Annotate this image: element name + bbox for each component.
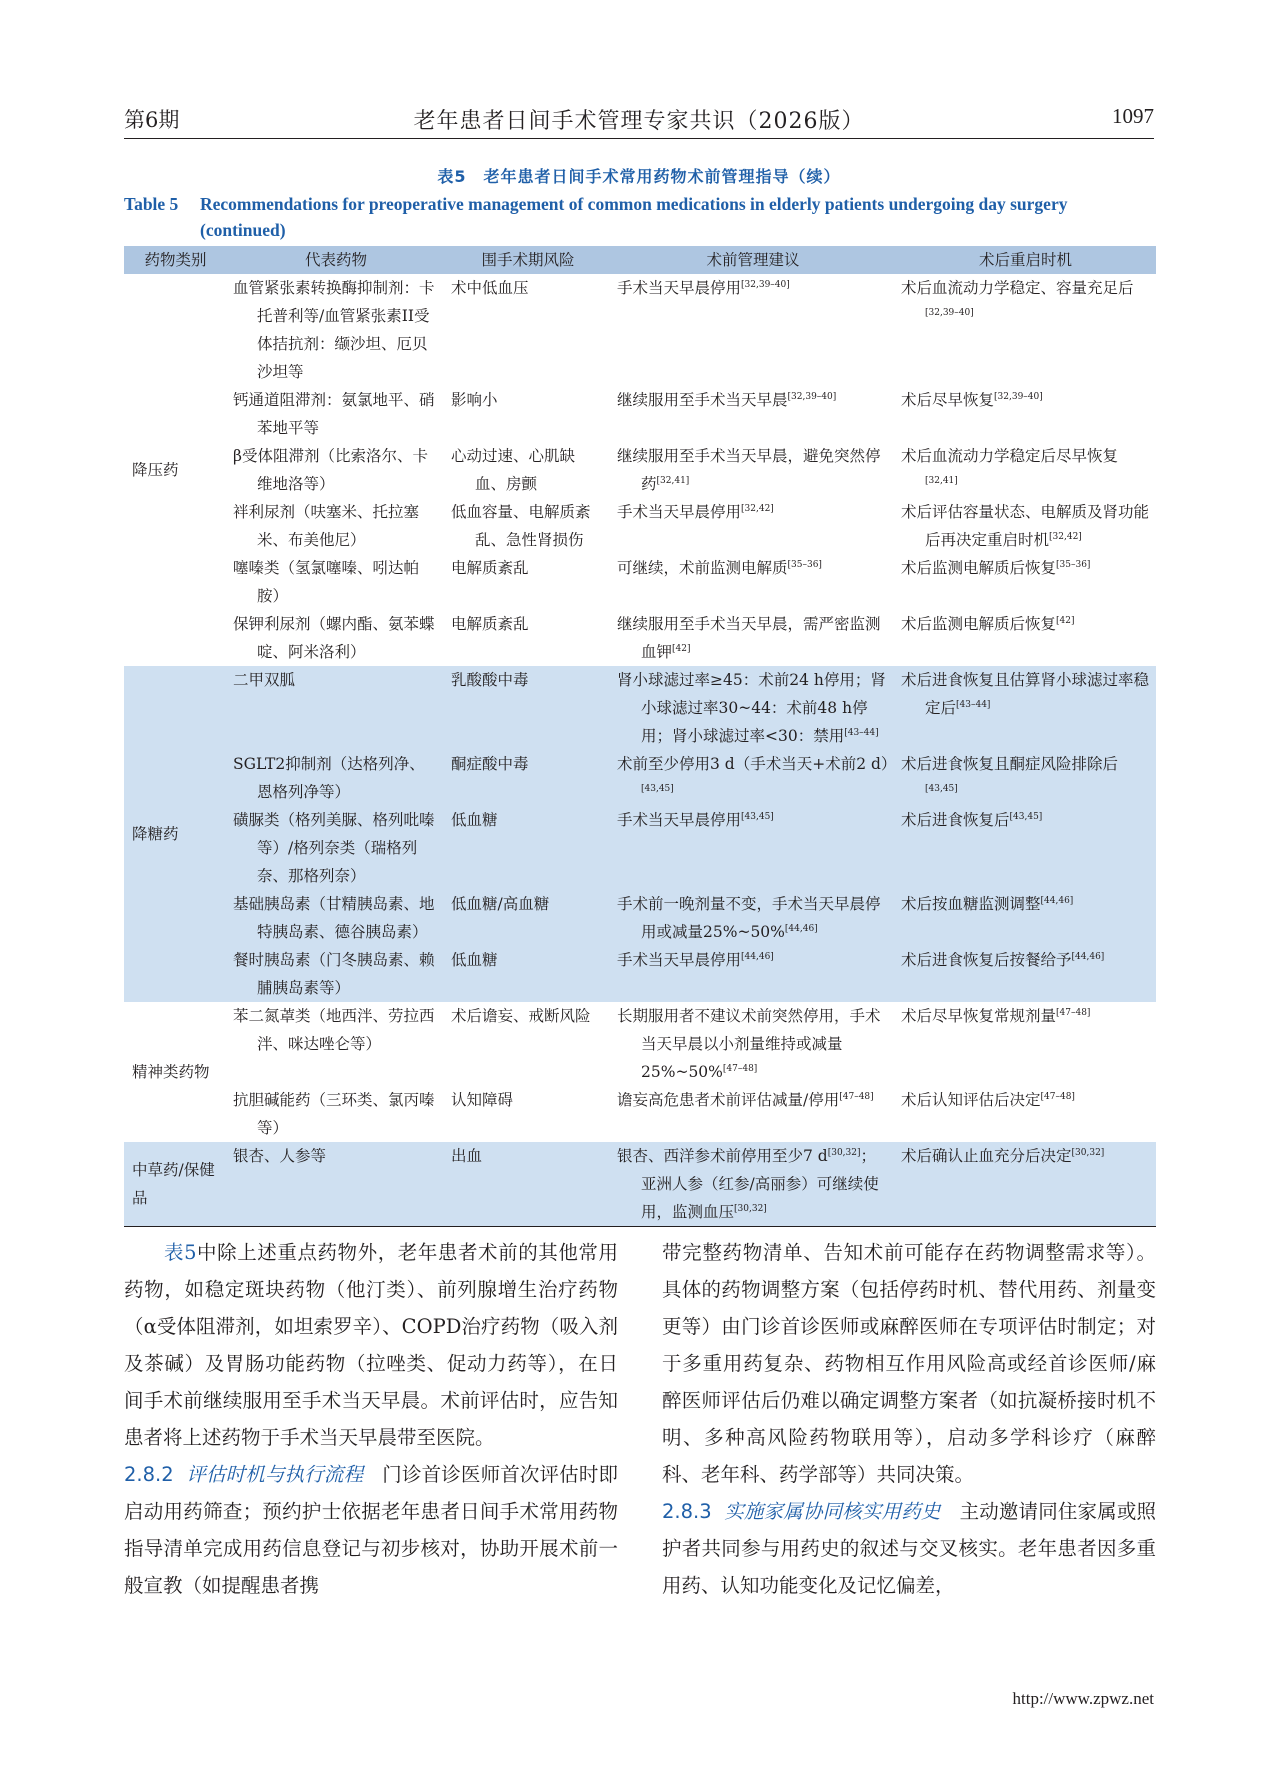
table-row <box>124 1142 1156 1227</box>
table-row <box>124 750 1156 806</box>
table-caption-en <box>124 191 1156 243</box>
drug-cell: 血管紧张素转换酶抑制剂：卡托普利等/血管紧张素II受体拮抗剂：缬沙坦、厄贝沙坦等 <box>233 279 435 381</box>
advice-text: 继续服用至手术当天早晨，需严密监测血钾 <box>617 615 881 661</box>
citation: [32,39–40] <box>787 391 837 402</box>
table-reference: 表5 <box>164 1241 197 1264</box>
footer-url: http://www.zpwz.net <box>1012 1689 1154 1708</box>
advice-text: 手术当天早晨停用 <box>617 503 742 521</box>
risk-cell: 酮症酸中毒 <box>445 750 611 806</box>
risk-cell: 低血糖/高血糖 <box>445 890 611 946</box>
citation: [42] <box>672 643 691 654</box>
advice-cell <box>611 610 895 666</box>
drug-cell: 磺脲类（格列美脲、格列吡嗪等）/格列奈类（瑞格列奈、那格列奈） <box>227 806 445 890</box>
advice-cell <box>611 386 895 442</box>
restart-cell <box>895 498 1156 554</box>
restart-cell <box>895 1086 1156 1142</box>
drug-cell: 二甲双胍 <box>227 666 445 750</box>
section-number: 2.8.3 <box>662 1500 712 1523</box>
restart-text: 术后进食恢复后 <box>901 811 1010 829</box>
restart-text: 术后监测电解质后恢复 <box>901 559 1057 577</box>
citation: [47–48] <box>1056 1007 1091 1018</box>
risk-cell: 心动过速、心肌缺血、房颤 <box>451 447 576 493</box>
advice-text: 谵妄高危患者术前评估减量/停用 <box>617 1091 840 1109</box>
table-caption-cn: 表5 老年患者日间手术常用药物术前管理指导（续） <box>437 167 841 186</box>
table-row <box>124 1086 1156 1142</box>
restart-cell <box>895 274 1156 386</box>
table-row <box>124 498 1156 554</box>
drug-cell: 抗胆碱能药（三环类、氯丙嗪等） <box>233 1091 435 1137</box>
header-restart: 术后重启时机 <box>895 246 1156 274</box>
table-row <box>124 890 1156 946</box>
citation: [32,41] <box>925 475 958 486</box>
header-advice: 术前管理建议 <box>611 246 895 274</box>
table-row <box>124 1002 1156 1086</box>
section-title: 实施家属协同核实用药史 <box>724 1500 941 1523</box>
citation: [32,41] <box>656 475 690 486</box>
drug-cell: 餐时胰岛素（门冬胰岛素、赖脯胰岛素等） <box>227 946 445 1002</box>
category-cell: 降压药 <box>132 461 179 479</box>
body-column-left <box>124 1234 618 1604</box>
risk-cell: 电解质紊乱 <box>451 615 529 633</box>
table-row <box>124 666 1156 750</box>
drug-cell: β受体阻滞剂（比索洛尔、卡维地洛等） <box>233 447 428 493</box>
risk-cell: 乳酸酸中毒 <box>445 666 611 750</box>
advice-text: 长期服用者不建议术前突然停用，手术当天早晨以小剂量维持或减量25%~50% <box>617 1007 881 1081</box>
restart-cell <box>895 946 1156 1002</box>
journal-running-title: 老年患者日间手术管理专家共识（2026版） <box>413 109 865 134</box>
restart-cell <box>895 666 1156 750</box>
citation: [47–48] <box>1040 1091 1075 1102</box>
restart-cell <box>895 750 1156 806</box>
drug-cell: 保钾利尿剂（螺内酯、氨苯蝶啶、阿米洛利） <box>233 615 435 661</box>
advice-cell <box>611 554 895 610</box>
risk-cell: 出血 <box>445 1142 611 1227</box>
table-row <box>124 946 1156 1002</box>
risk-cell: 电解质紊乱 <box>451 559 529 577</box>
section-2-8-3: 2.8.3 实施家属协同核实用药史 主动邀请同住家属或照护者共同参与用药史的叙述与交叉核实。老年患者因多重用药、认知功能变化及记忆偏差， <box>662 1500 1156 1597</box>
citation: [35–36] <box>1056 559 1091 570</box>
body-column-right <box>662 1234 1156 1604</box>
citation: [43,45] <box>1009 811 1043 822</box>
risk-cell: 术后谵妄、戒断风险 <box>451 1007 591 1025</box>
table-row <box>124 442 1156 498</box>
risk-cell: 影响小 <box>451 391 498 409</box>
restart-text: 术后尽早恢复 <box>901 391 995 409</box>
restart-cell <box>895 554 1156 610</box>
restart-text: 术后认知评估后决定 <box>901 1091 1041 1109</box>
restart-text: 术后进食恢复且酮症风险排除后 <box>901 755 1119 773</box>
drug-cell: 苯二氮䓬类（地西泮、劳拉西泮、咪达唑仑等） <box>233 1007 435 1053</box>
restart-text: 术后血流动力学稳定后尽早恢复 <box>901 447 1119 465</box>
advice-text: 银杏、西洋参术前停用至少7 d <box>617 1147 828 1165</box>
advice-cell <box>611 666 895 750</box>
risk-cell: 术中低血压 <box>451 279 529 297</box>
citation: [32,42] <box>741 503 774 514</box>
advice-cell <box>611 274 895 386</box>
citation: [44,46] <box>1040 895 1074 906</box>
citation: [43,45] <box>641 783 674 794</box>
citation: [43,45] <box>741 811 774 822</box>
advice-cell <box>611 946 895 1002</box>
restart-text: 术后血流动力学稳定、容量充足后 <box>901 279 1134 297</box>
header-risk: 围手术期风险 <box>445 246 611 274</box>
risk-cell: 认知障碍 <box>451 1091 514 1109</box>
restart-text: 术后按血糖监测调整 <box>901 895 1041 913</box>
header-category: 药物类别 <box>124 246 227 274</box>
citation: [42] <box>1056 615 1075 626</box>
running-header <box>124 104 1154 139</box>
drug-cell: 银杏、人参等 <box>227 1142 445 1227</box>
citation: [35–36] <box>787 559 822 570</box>
advice-text: 可继续，术前监测电解质 <box>617 559 788 577</box>
citation: [44,46] <box>741 951 774 962</box>
table-row <box>124 386 1156 442</box>
page-number: 1097 <box>1112 104 1154 128</box>
drug-cell: 噻嗪类（氢氯噻嗪、吲达帕胺） <box>233 559 420 605</box>
risk-cell: 低血容量、电解质紊乱、急性肾损伤 <box>451 503 591 549</box>
citation: [43,45] <box>925 783 958 794</box>
restart-cell <box>895 610 1156 666</box>
section-number: 2.8.2 <box>124 1463 174 1486</box>
section-2-8-2: 2.8.2 评估时机与执行流程 门诊首诊医师首次评估时即启动用药筛查；预约护士依据老年患者日间手术常用药物指导清单完成用药信息登记与初步核对，协助开展术前一般宣教（如提醒患者携 <box>124 1463 618 1597</box>
drug-cell: 基础胰岛素（甘精胰岛素、地特胰岛素、德谷胰岛素） <box>227 890 445 946</box>
table-row <box>124 806 1156 890</box>
table-caption-en-line1: Recommendations for preoperative management of common medications in elderly patients undergoing day surgery <box>200 194 1068 214</box>
table-row <box>124 554 1156 610</box>
paragraph-continued: 带完整药物清单、告知术前可能存在药物调整需求等）。具体的药物调整方案（包括停药时机、替代用药、剂量变更等）由门诊首诊医师或麻醉医师在专项评估时制定；对于多重用药复杂、药物相互作用风险高或经首诊医师/麻醉医师评估后仍难以确定调整方案者（如抗凝桥接时机不明、多种高风险药物联用等），启动多学科诊疗（麻醉科、老年科、药学部等）共同决策。 <box>662 1241 1156 1486</box>
restart-cell <box>895 386 1156 442</box>
advice-cell <box>611 442 895 498</box>
advice-cell <box>611 890 895 946</box>
citation: [30,32] <box>1071 1147 1105 1158</box>
citation: [43–44] <box>844 727 879 738</box>
table-header-row <box>124 246 1156 274</box>
advice-text: 手术当天早晨停用 <box>617 279 742 297</box>
advice-text: 手术前一晚剂量不变，手术当天早晨停用或减量25%~50% <box>617 895 881 941</box>
citation: [32,42] <box>1049 531 1082 542</box>
citation: [30,32] <box>734 1203 767 1214</box>
citation: [44,46] <box>1071 951 1105 962</box>
risk-cell: 低血糖 <box>445 806 611 890</box>
category-cell: 降糖药 <box>124 666 227 1002</box>
advice-text: 继续服用至手术当天早晨 <box>617 391 788 409</box>
drug-cell: 钙通道阻滞剂：氨氯地平、硝苯地平等 <box>233 391 435 437</box>
restart-text: 术后尽早恢复常规剂量 <box>901 1007 1057 1025</box>
citation: [43–44] <box>956 699 991 710</box>
table-row <box>124 610 1156 666</box>
advice-cell <box>611 498 895 554</box>
restart-cell <box>895 1002 1156 1086</box>
restart-cell <box>895 890 1156 946</box>
medication-table <box>124 246 1156 1227</box>
advice-text: ；亚洲人参（红参/高丽参）可继续使用，监测血压 <box>641 1147 879 1221</box>
table-caption-en-label: Table 5 <box>124 194 179 214</box>
advice-cell <box>611 1142 895 1227</box>
restart-text: 术后进食恢复且估算肾小球滤过率稳定后 <box>901 671 1150 717</box>
restart-text: 术后评估容量状态、电解质及肾功能后再决定重启时机 <box>901 503 1150 549</box>
advice-text: 肾小球滤过率≥45：术前24 h停用；肾小球滤过率30~44：术前48 h停用；肾小球滤过率<30：禁用 <box>617 671 886 745</box>
citation: [47–48] <box>722 1063 758 1074</box>
restart-text: 术后进食恢复后按餐给予 <box>901 951 1072 969</box>
category-cell: 中草药/保健品 <box>124 1142 227 1227</box>
advice-text: 继续服用至手术当天早晨，避免突然停药 <box>617 447 881 493</box>
category-cell: 精神类药物 <box>132 1063 210 1081</box>
section-title: 评估时机与执行流程 <box>186 1463 364 1486</box>
paragraph-other-drugs: 表5中除上述重点药物外，老年患者术前的其他常用药物，如稳定斑块药物（他汀类）、前列腺增生治疗药物（α受体阻滞剂，如坦索罗辛）、COPD治疗药物（吸入剂及茶碱）及胃肠功能药物（拉唑类、促动力药等），在日间手术前继续服用至手术当天早晨。术前评估时，应告知患者将上述药物于手术当天早晨带至医院。 <box>124 1241 618 1449</box>
drug-cell: SGLT2抑制剂（达格列净、恩格列净等） <box>227 750 445 806</box>
advice-cell <box>611 806 895 890</box>
restart-text: 术后监测电解质后恢复 <box>901 615 1057 633</box>
advice-cell <box>611 1002 895 1086</box>
citation: [30,32] <box>827 1147 861 1158</box>
citation: [32,39–40] <box>994 391 1043 402</box>
risk-cell: 低血糖 <box>445 946 611 1002</box>
restart-cell <box>895 806 1156 890</box>
header-drug: 代表药物 <box>227 246 445 274</box>
drug-cell: 袢利尿剂（呋塞米、托拉塞米、布美他尼） <box>233 503 420 549</box>
restart-cell <box>895 442 1156 498</box>
issue-number: 第6期 <box>124 108 180 132</box>
restart-text: 术后确认止血充分后决定 <box>901 1147 1072 1165</box>
advice-text: 手术当天早晨停用 <box>617 951 742 969</box>
advice-cell <box>611 1086 895 1142</box>
advice-text: 术前至少停用3 d（手术当天+术前2 d） <box>617 755 897 773</box>
table-caption-en-line2: (continued) <box>200 220 286 240</box>
advice-text: 手术当天早晨停用 <box>617 811 742 829</box>
table-row <box>124 274 1156 386</box>
citation: [32,39–40] <box>925 307 974 318</box>
citation: [44,46] <box>784 923 818 934</box>
advice-cell <box>611 750 895 806</box>
citation: [47–48] <box>839 1091 874 1102</box>
citation: [32,39–40] <box>741 279 790 290</box>
restart-cell <box>895 1142 1156 1227</box>
